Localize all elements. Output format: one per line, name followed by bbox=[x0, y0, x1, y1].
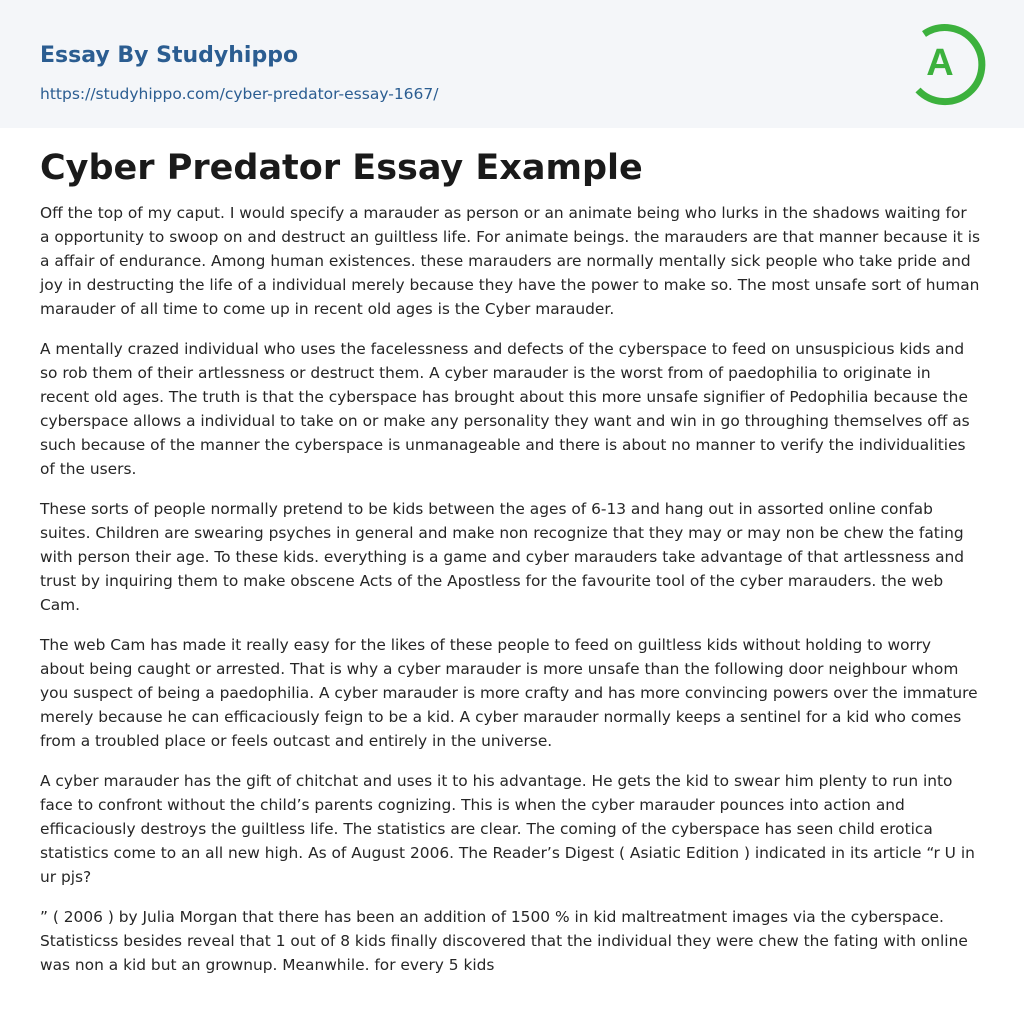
article-body bbox=[40, 201, 980, 993]
paragraph: A mentally crazed individual who uses the facelessness and defects of the cyberspace to feed on unsuspicious kids and so rob them of their artlessness or destruct them. A cyber marauder is the worst from of paedophilia to originate in recent old ages. The truth is that the cyberspace has brought about this more unsafe signifier of Pedophilia because the cyberspace allows a individual to take on or make any personality they want and win in go throughing themselves off as such because of the manner the cyberspace is unmanageable and there is about no manner to verify the individualities of the users. bbox=[40, 340, 970, 478]
paragraph: These sorts of people normally pretend to be kids between the ages of 6-13 and hang out in assorted online confab suites. Children are swearing psyches in general and make non recognize that they may or may non be chew the fating with person their age. To these kids. everything is a game and cyber marauders take advantage of that artlessness and trust by inquiring them to make obscene Acts of the Apostless for the favourite tool of the cyber marauders. the web Cam. bbox=[40, 500, 965, 614]
paragraph: A cyber marauder has the gift of chitchat and uses it to his advantage. He gets the kid to swear him plenty to run into face to confront without the child’s parents cognizing. This is when the cyber marauder pounces into action and efficaciously destroys the guiltless life. The statistics are clear. The coming of the cyberspace has seen child erotica statistics come to an all new high. As of August 2006. The Reader’s Digest ( Asiatic Edition ) indicated in its article “r U in ur pjs? bbox=[40, 772, 975, 886]
source-url-link[interactable]: https://studyhippo.com/cyber-predator-essay-1667/ bbox=[40, 85, 439, 103]
paragraph: ” ( 2006 ) by Julia Morgan that there has been an addition of 1500 % in kid maltreatment images via the cyberspace. Statisticss besides reveal that 1 out of 8 kids finally discovered that the individual they were chew the fating with online was non a kid but an grownup. Meanwhile. for every 5 kids bbox=[40, 908, 968, 974]
paragraph: The web Cam has made it really easy for the likes of these people to feed on guiltless kids without holding to worry about being caught or arrested. That is why a cyber marauder is more unsafe than the following door neighbour whom you suspect of being a paedophilia. A cyber marauder is more crafty and has more convincing powers over the immature merely because he can efficaciously feign to be a kid. A cyber marauder normally keeps a sentinel for a kid who comes from a troubled place or feels outcast and entirely in the universe. bbox=[40, 636, 978, 750]
paragraph: Off the top of my caput. I would specify a marauder as person or an animate being who lurks in the shadows waiting for a opportunity to swoop on and destruct an guiltless life. For animate beings. the marauders are that manner because it is a affair of endurance. Among human existences. these marauders are normally mentally sick people who take pride and joy in destructing the life of a individual merely because they have the power to make so. The most unsafe sort of human marauder of all time to come up in recent old ages is the Cyber marauder. bbox=[40, 204, 981, 318]
studyhippo-logo-icon[interactable] bbox=[908, 20, 988, 106]
logo-letter: A bbox=[926, 42, 954, 84]
page-title: Cyber Predator Essay Example bbox=[40, 148, 643, 188]
site-brand[interactable]: Essay By Studyhippo bbox=[40, 43, 299, 68]
site-header bbox=[0, 0, 1024, 128]
